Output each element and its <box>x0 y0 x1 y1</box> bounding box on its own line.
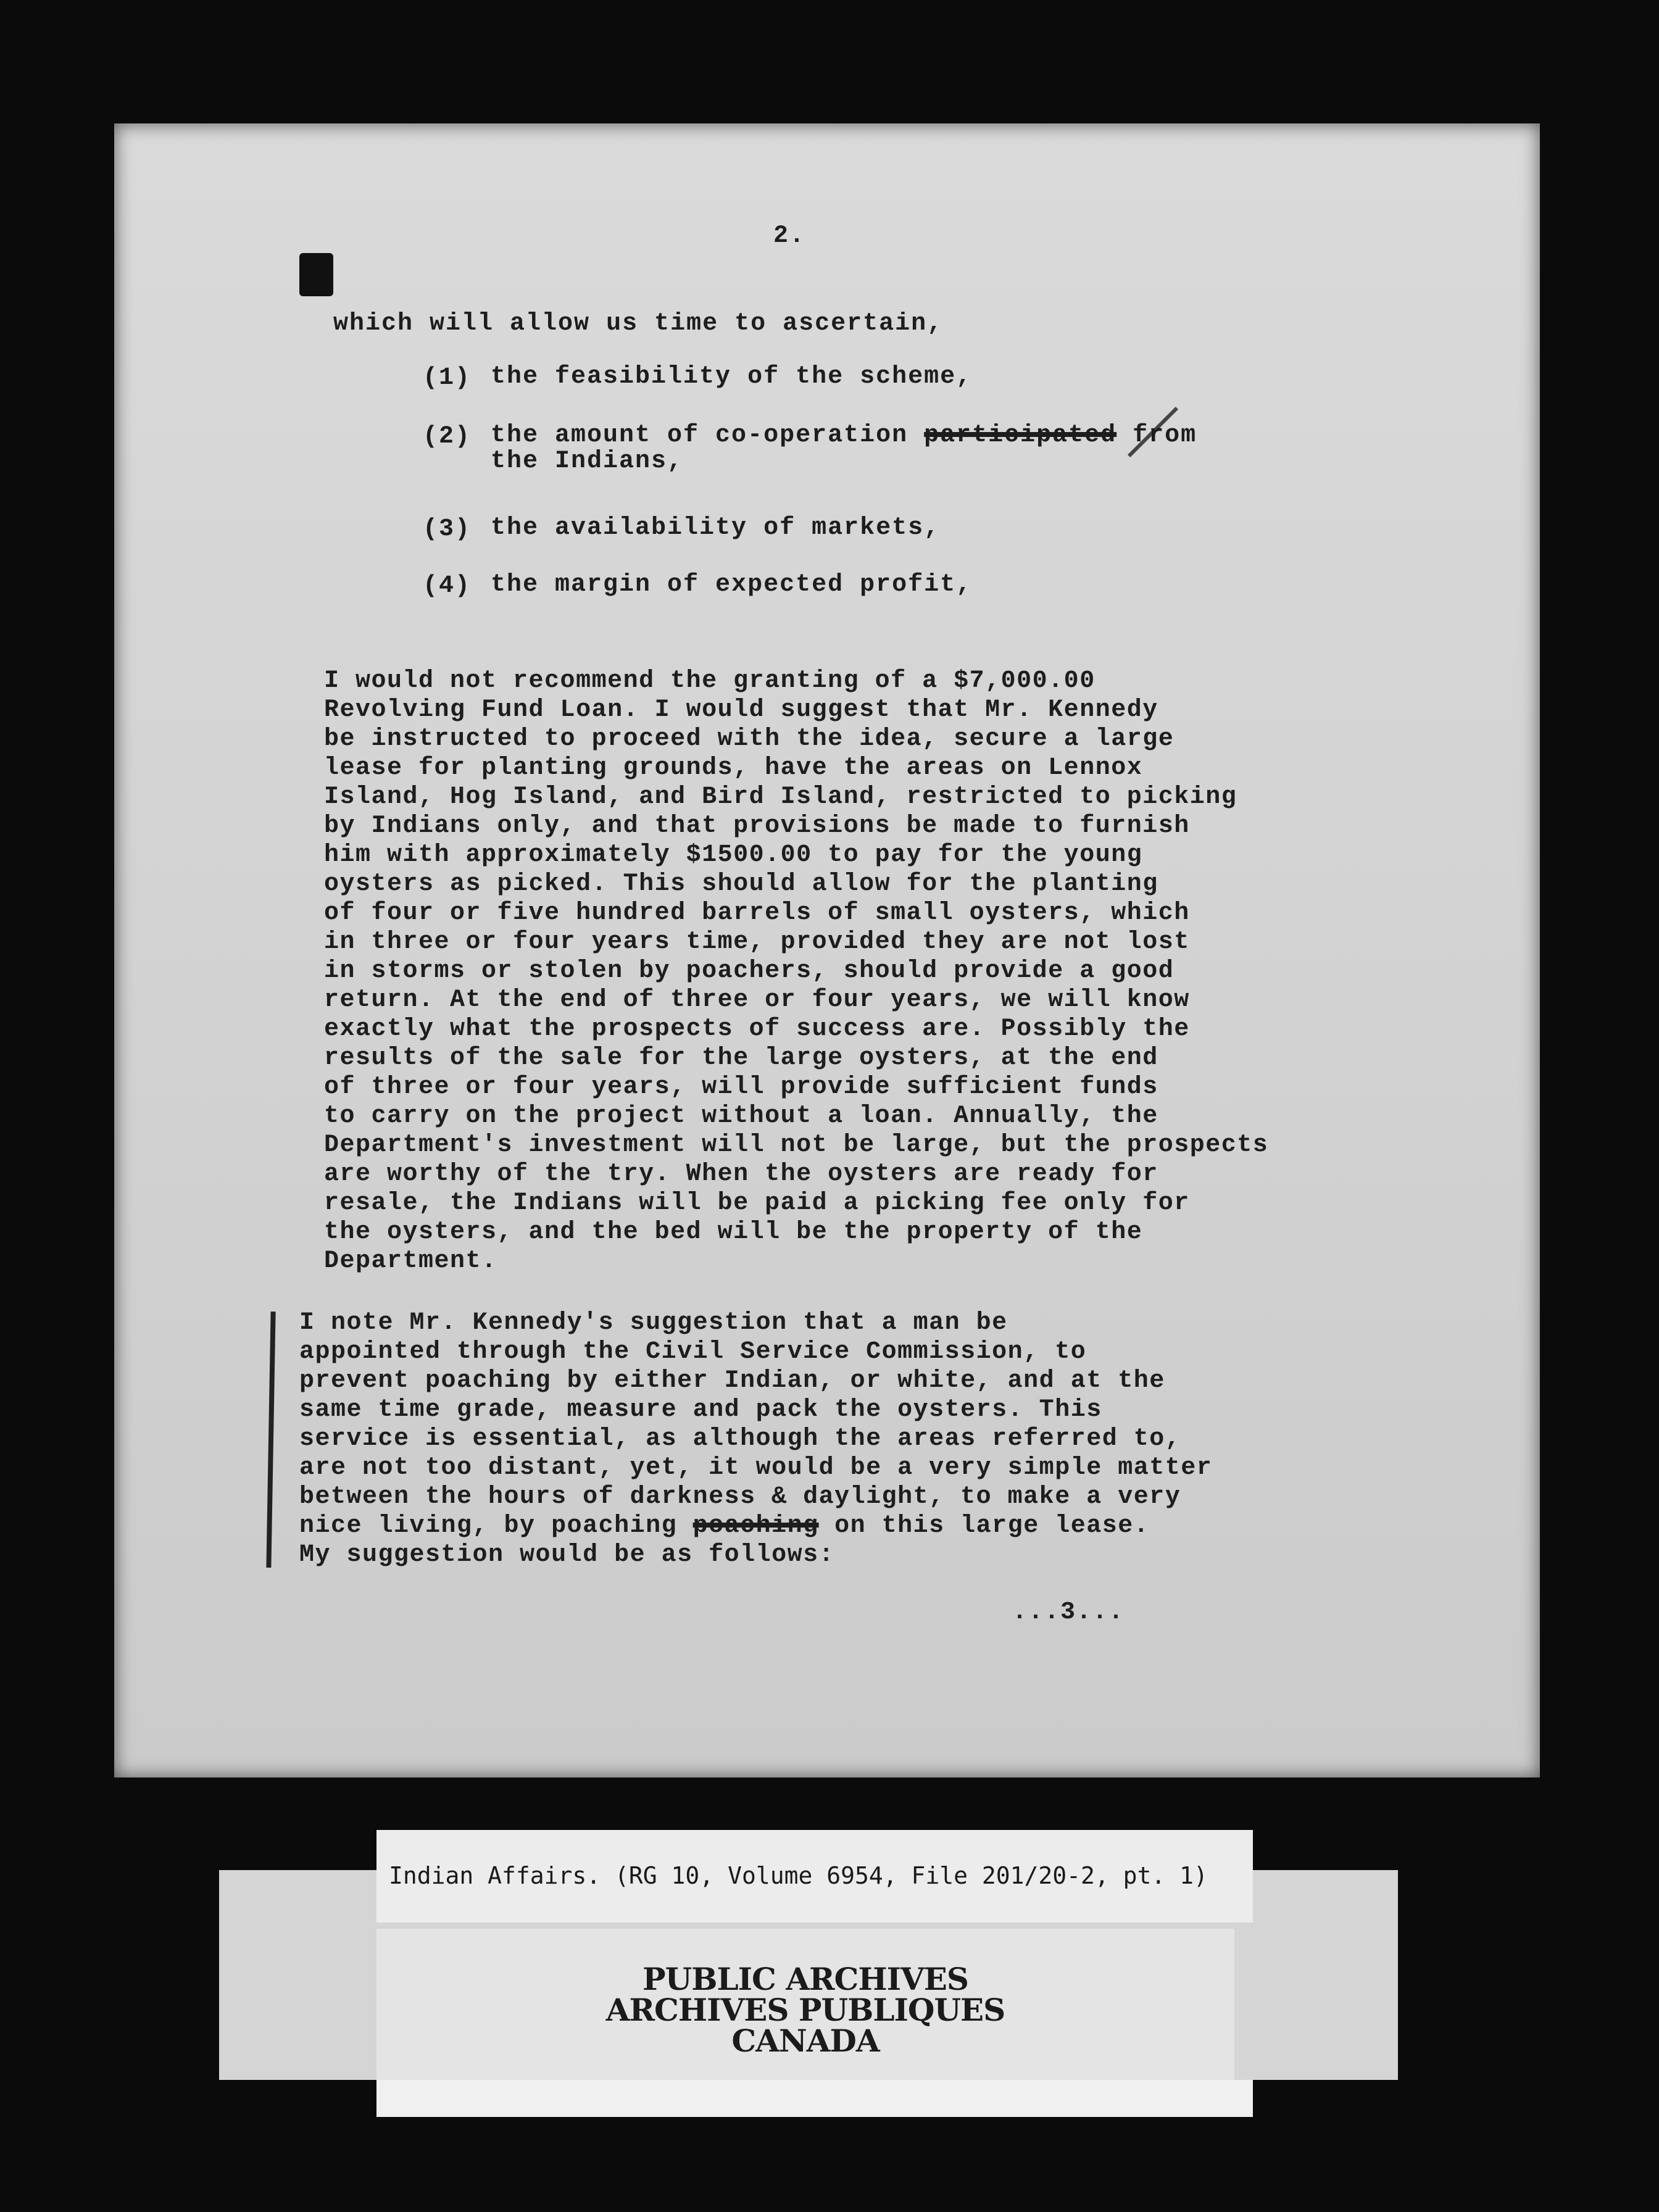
list-item-text: the availability of markets, <box>491 514 941 542</box>
list-item-number: (3) <box>423 515 472 543</box>
paragraph-2 <box>299 1308 1503 1570</box>
page-number: 2. <box>773 222 806 250</box>
list-item <box>423 515 940 543</box>
struck-word: poaching <box>692 1512 819 1540</box>
struck-word: participated <box>924 422 1117 449</box>
archive-reference-label <box>376 1830 1253 1923</box>
list-item <box>423 364 972 392</box>
paper-clip-mark <box>299 253 333 296</box>
list-item <box>423 572 972 600</box>
list-item-text <box>491 423 1197 475</box>
margin-pen-line <box>266 1312 275 1568</box>
list-item-number: (1) <box>423 364 472 392</box>
paragraph-1: I would not recommend the granting of a $7,000.00 Revolving Fund Loan. I would suggest that Mr. Kennedy be instructed to proceed with the idea, secure a large lease for planting grounds, have the areas on Lennox Island, Hog Island, and Bird Island, restricted to picking by Indians only, and that provisions be made to furnish him with approximately $1500.00 to pay for the young oysters as picked. This should allow for the planting of four or five hundred barrels of small oysters, which in three or four years time, provided they are not lost in storms or stolen by poachers, should provide a good return. At the end of three or four years, we will know exactly what the prospects of success are. Possibly the results of the sale for the large oysters, at the end of three or four years, will provide sufficient funds to carry on the project without a loan. Annually, the Department's investment will not be large, but the prospects are worthy of the try. When the oysters are ready for resale, the Indians will be paid a picking fee only for the oysters, and the bed will be the property of the Department. <box>324 667 1269 1275</box>
list-item <box>423 423 1197 475</box>
paragraph-2-text: I note Mr. Kennedy's suggestion that a man be appointed through the Civil Service Commission, to prevent poaching by either Indian, or white, and at the same time grade, measure and pack the oysters. This service is essential, as although the areas referred to, are not too distant, yet, it would be a very simple matter between the hours of darkness & daylight, to make a very nice living, by poaching <box>299 1309 1213 1540</box>
list-item-number: (4) <box>423 572 472 600</box>
document-page <box>114 123 1540 1778</box>
intro-line: which will allow us time to ascertain, <box>333 310 944 338</box>
list-item-number: (2) <box>423 423 472 451</box>
list-item-text-part: the amount of co-operation <box>491 422 925 449</box>
stamp-line-2: ARCHIVES PUBLIQUES <box>605 1992 1005 2028</box>
bottom-strip <box>376 2080 1253 2117</box>
archive-stamp <box>376 1929 1234 2080</box>
stamp-line-1: PUBLIC ARCHIVES <box>642 1961 968 1997</box>
archive-reference-text: Indian Affairs. (RG 10, Volume 6954, File 201/20-2, pt. 1) <box>389 1862 1208 1889</box>
list-item-text: the margin of expected profit, <box>491 571 973 599</box>
paragraph-2-text: on this large lease. My suggestion would be as follows: <box>299 1512 1150 1569</box>
list-item-text-part: from the Indians, <box>491 422 1197 475</box>
stamp-line-3: CANADA <box>731 2023 879 2059</box>
continued-marker: ...3... <box>1012 1599 1125 1626</box>
list-item-text: the feasibility of the scheme, <box>491 363 973 391</box>
